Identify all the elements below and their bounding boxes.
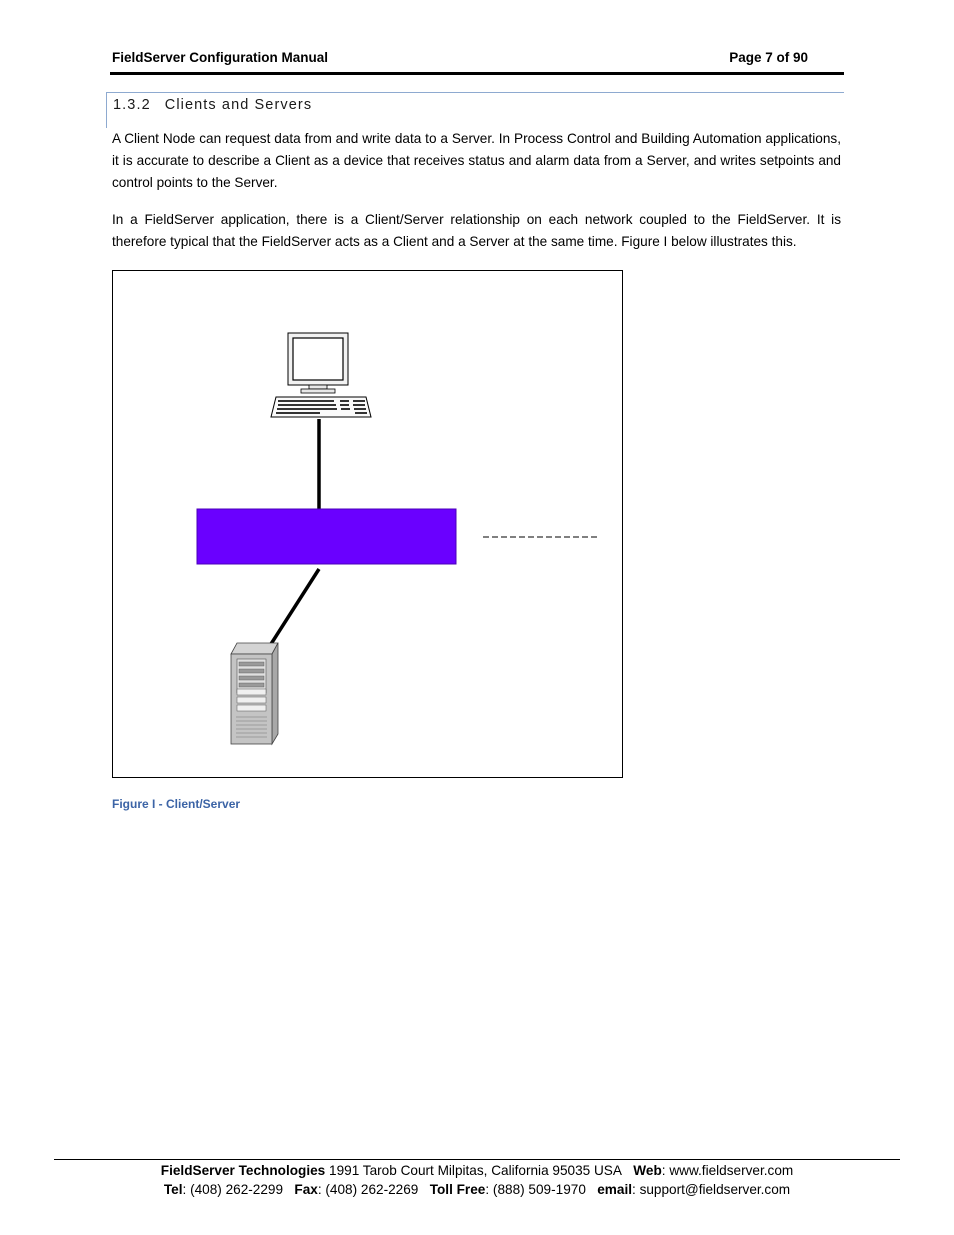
footer-web-label: Web: [633, 1163, 662, 1178]
footer-tel: (408) 262-2299: [190, 1182, 284, 1197]
footer-email-label: email: [597, 1182, 632, 1197]
section-title: Clients and Servers: [164, 97, 313, 113]
header-title: FieldServer Configuration Manual: [112, 50, 329, 65]
section-heading: [113, 97, 312, 113]
footer-rule: [54, 1159, 900, 1160]
header-rule: [110, 72, 844, 75]
footer-tollfree: (888) 509-1970: [492, 1182, 586, 1197]
footer-fax-label: Fax: [294, 1182, 318, 1197]
client-server-figure: [112, 270, 623, 778]
footer-line-1: FieldServer Technologies 1991 Tarob Court Milpitas, California 95035 USA Web: www.fieldserver.com: [160, 1163, 794, 1178]
section-number: 1.3.2: [113, 97, 151, 113]
header-page-number: Page 7 of 90: [729, 50, 808, 65]
footer-address: 1991 Tarob Court Milpitas, California 95035 USA: [329, 1163, 622, 1178]
footer-tel-label: Tel: [163, 1182, 183, 1197]
footer-company: FieldServer Technologies: [160, 1163, 326, 1178]
computer-workstation-icon: [271, 333, 371, 417]
figure-caption: Figure I - Client/Server: [112, 797, 241, 811]
footer-tollfree-label: Toll Free: [429, 1182, 486, 1197]
footer-line-2: Tel: (408) 262-2299 Fax: (408) 262-2269 Toll Free: (888) 509-1970 email: support@fieldserver.com: [163, 1182, 791, 1197]
body-paragraph-2: In a FieldServer application, there is a Client/Server relationship on each network coupled to the FieldServer. It is therefore typical that the FieldServer acts as a Client and a Server at the same time. Figure I below illustrates this.: [112, 212, 841, 249]
figure-drawing: [113, 271, 624, 779]
body-paragraph-1: A Client Node can request data from and write data to a Server. In Process Control and Building Automation applications, it is accurate to describe a Client as a device that receives status and alarm data from a Server, and writes setpoints and control points to the Server.: [112, 131, 841, 190]
footer-fax: (408) 262-2269: [325, 1182, 419, 1197]
footer-web-link[interactable]: www.fieldserver.com: [669, 1163, 794, 1178]
tower-server-icon: [231, 643, 278, 744]
footer-email-link[interactable]: support@fieldserver.com: [639, 1182, 791, 1197]
fieldserver-box: [197, 509, 456, 564]
server-link-line: [271, 569, 319, 644]
